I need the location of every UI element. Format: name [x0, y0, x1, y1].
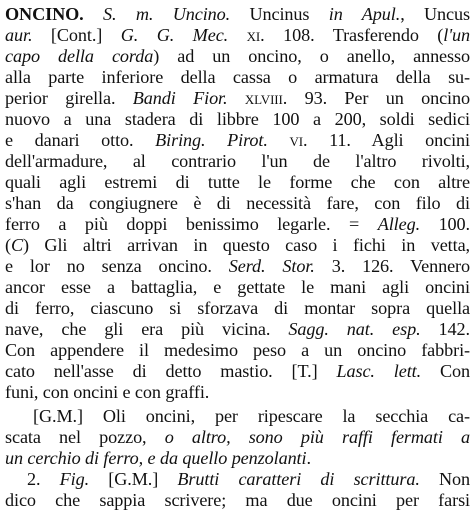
- text-run: 2.: [27, 469, 60, 489]
- text-run: Brutti caratteri di scrittura.: [177, 469, 420, 489]
- text-run: , Uncus: [400, 4, 470, 24]
- text-line: [5, 213, 470, 236]
- text-run: [227, 88, 244, 108]
- text-run: Non: [419, 469, 470, 489]
- text-run: un cerchio di ferro, e da quello penzolanti: [5, 448, 307, 468]
- text-run: vi.: [289, 130, 308, 150]
- text-run: e danari otto.: [5, 130, 156, 150]
- text-run: perior girella.: [5, 88, 133, 108]
- text-run: funi, con oncini e con graffi.: [5, 382, 210, 402]
- text-run: dell'armadure, al contrario l'un de l'altro rivolti,: [5, 151, 470, 171]
- headword: ONCINO.: [5, 4, 84, 24]
- text-run: C: [10, 235, 23, 255]
- text-line: [5, 360, 470, 383]
- text-run: 3. 126. Vennero: [314, 256, 470, 276]
- text-line: [5, 192, 470, 215]
- text-line: [5, 45, 470, 68]
- text-run: .: [306, 448, 311, 468]
- text-run: Sagg. nat. esp.: [288, 319, 421, 339]
- text-run: ancor esse a battaglia, e gettate le mani agli oncini: [5, 277, 470, 297]
- text-line: [5, 447, 470, 470]
- text-run: in Apul.: [328, 4, 401, 24]
- text-run: Lasc. lett.: [336, 361, 422, 381]
- text-run: scata nel pozzo,: [5, 427, 165, 447]
- text-line: [5, 468, 470, 491]
- text-run: 142.: [420, 319, 470, 339]
- text-run: Con appendere il medesimo peso a un oncino fabbri-: [5, 340, 470, 360]
- text-run: e lor no senza oncino.: [5, 256, 229, 276]
- text-run: nave, che gli era più vicina.: [5, 319, 289, 339]
- text-run: 100.: [420, 214, 470, 234]
- text-run: Alleg.: [377, 214, 421, 234]
- text-line: [5, 66, 470, 89]
- text-run: [Cont.]: [32, 25, 121, 45]
- text-run: Serd. Stor.: [228, 256, 315, 276]
- text-line: [5, 318, 470, 341]
- text-run: [84, 4, 103, 24]
- text-run: G. G. Mec.: [120, 25, 229, 45]
- text-line: [5, 129, 470, 152]
- text-line: [5, 234, 470, 257]
- text-run: o altro, sono più raffi fermati a: [164, 427, 471, 447]
- text-line: [5, 171, 470, 194]
- text-run: [G.M.]: [89, 469, 178, 489]
- text-line: [5, 255, 470, 278]
- text-line: [5, 489, 470, 512]
- text-line: [5, 108, 470, 131]
- text-run: [228, 25, 247, 45]
- text-run: s'han da congiugnere è di necessità fare, con filo di: [5, 193, 470, 213]
- text-run: di ferro, ciascuno si sforzava di montar sopra quella: [5, 298, 470, 318]
- text-run: alla parte inferiore della cassa o armatura della su-: [5, 67, 470, 87]
- dictionary-entry: [5, 3, 470, 511]
- text-line: [5, 24, 470, 47]
- text-run: 11. Agli oncini: [307, 130, 470, 150]
- text-run: ) ad un oncino, o anello, annesso: [153, 46, 470, 66]
- text-run: 93. Per un oncino: [287, 88, 470, 108]
- text-run: (: [5, 235, 11, 255]
- text-run: dico che sappia scrivere; ma due oncini per farsi: [5, 490, 470, 510]
- text-run: ferro a più doppi benissimo legarle. =: [5, 214, 378, 234]
- text-run: xlviii.: [244, 88, 288, 108]
- text-run: Uncinus: [230, 4, 329, 24]
- text-run: Biring. Pirot.: [155, 130, 268, 150]
- text-line: [5, 3, 470, 26]
- text-run: l'un: [443, 25, 470, 45]
- text-run: [268, 130, 290, 150]
- text-run: cato nell'asse di detto mastio. [T.]: [5, 361, 337, 381]
- text-line: [5, 426, 470, 449]
- text-line: [5, 381, 470, 404]
- text-run: Bandi Fior.: [132, 88, 228, 108]
- text-run: 108. Trasferendo (: [264, 25, 444, 45]
- text-run: S. m. Uncino.: [103, 4, 231, 24]
- text-run: ) Gli altri arrivan in questo caso i fichi in vetta,: [23, 235, 470, 255]
- text-run: quali agli estremi di tutte le forme che con altre: [5, 172, 470, 192]
- text-run: nuovo a una stadera di libbre 100 a 200, soldi sedici: [5, 109, 470, 129]
- text-run: capo della corda: [5, 46, 154, 66]
- text-run: xi.: [246, 25, 265, 45]
- text-line: [5, 150, 470, 173]
- text-line: [5, 276, 470, 299]
- text-line: [5, 297, 470, 320]
- text-run: Con: [421, 361, 470, 381]
- text-line: [5, 87, 470, 110]
- text-line: [5, 339, 470, 362]
- text-run: Fig.: [59, 469, 90, 489]
- text-run: aur.: [5, 25, 33, 45]
- text-run: [G.M.] Oli oncini, per ripescare la secchia ca-: [33, 406, 470, 426]
- text-line: [5, 405, 470, 428]
